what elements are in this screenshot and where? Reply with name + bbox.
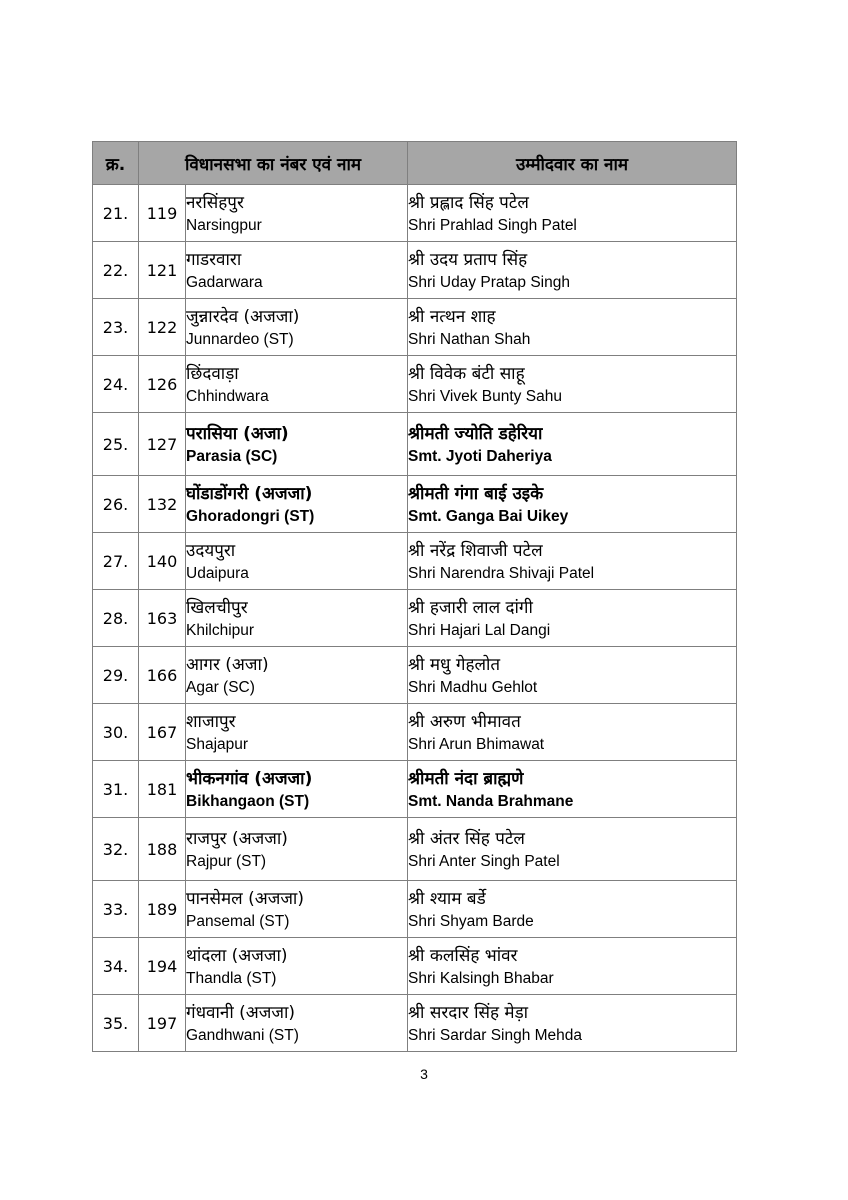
candidate-cell [408,647,737,704]
candidate-name-hindi: श्री हजारी लाल दांगी [408,597,533,618]
candidate-name-hindi: श्री नत्थन शाह [408,306,496,327]
candidate-name-english: Shri Sardar Singh Mehda [408,1026,583,1044]
serial-number: 26. [93,476,139,533]
candidate-name-hindi: श्री कलसिंह भांवर [408,945,518,966]
table-row [93,704,737,761]
constituency-cell [186,938,408,995]
constituency-name-english: Agar (SC) [186,678,255,696]
constituency-cell [186,590,408,647]
candidate-name-hindi: श्री विवेक बंटी साहू [408,363,525,384]
candidate-cell [408,356,737,413]
candidate-cell [408,413,737,476]
constituency-name-hindi: घोंडाडोंगरी (अजजा) [186,483,313,504]
candidate-name-english: Shri Vivek Bunty Sahu [408,387,562,405]
header-serial: क्र. [93,142,139,185]
table-row [93,242,737,299]
constituency-cell [186,995,408,1052]
candidate-name-english: Shri Narendra Shivaji Patel [408,564,595,582]
constituency-name-english: Narsingpur [186,216,262,234]
serial-number: 28. [93,590,139,647]
constituency-name-english: Chhindwara [186,387,269,405]
candidate-name-english: Shri Nathan Shah [408,330,531,348]
constituency-cell [186,242,408,299]
table-row [93,590,737,647]
candidate-name-english: Shri Uday Pratap Singh [408,273,570,291]
constituency-number: 126 [139,356,186,413]
constituency-number: 121 [139,242,186,299]
candidate-cell [408,995,737,1052]
serial-number: 21. [93,185,139,242]
constituency-name-english: Ghoradongri (ST) [186,507,315,525]
constituency-name-hindi: शाजापुर [186,711,236,732]
constituency-name-hindi: जुन्नारदेव (अजजा) [186,306,300,327]
constituency-cell [186,476,408,533]
constituency-name-english: Thandla (ST) [186,969,277,987]
table-row [93,761,737,818]
constituency-number: 188 [139,818,186,881]
constituency-cell [186,356,408,413]
constituency-number: 181 [139,761,186,818]
serial-number: 24. [93,356,139,413]
candidate-cell [408,761,737,818]
table-row [93,299,737,356]
candidate-name-hindi: श्रीमती गंगा बाई उइके [408,483,544,504]
constituency-number: 166 [139,647,186,704]
constituency-name-hindi: थांदला (अजजा) [186,945,288,966]
constituency-name-hindi: उदयपुरा [186,540,236,561]
candidate-name-hindi: श्री अंतर सिंह पटेल [408,828,525,849]
candidate-name-english: Shri Shyam Barde [408,912,534,930]
candidate-name-hindi: श्री श्याम बर्डे [408,888,486,909]
constituency-number: 197 [139,995,186,1052]
candidate-name-english: Smt. Nanda Brahmane [408,792,574,810]
serial-number: 25. [93,413,139,476]
constituency-number: 167 [139,704,186,761]
candidate-cell [408,818,737,881]
constituency-name-english: Khilchipur [186,621,255,639]
candidate-name-hindi: श्री नरेंद्र शिवाजी पटेल [408,540,543,561]
constituency-name-hindi: छिंदवाड़ा [186,363,239,384]
table-row [93,476,737,533]
candidate-name-english: Shri Hajari Lal Dangi [408,621,551,639]
serial-number: 23. [93,299,139,356]
constituency-cell [186,647,408,704]
candidate-name-english: Smt. Jyoti Daheriya [408,447,552,465]
table-row [93,533,737,590]
constituency-number: 119 [139,185,186,242]
table-row [93,185,737,242]
candidate-name-hindi: श्रीमती ज्योति डहेरिया [408,423,543,444]
serial-number: 35. [93,995,139,1052]
constituency-cell [186,185,408,242]
candidate-name-english: Shri Madhu Gehlot [408,678,538,696]
constituency-name-hindi: गंधवानी (अजजा) [186,1002,296,1023]
serial-number: 22. [93,242,139,299]
candidate-name-hindi: श्री सरदार सिंह मेड़ा [408,1002,529,1023]
constituency-cell [186,704,408,761]
constituency-name-hindi: आगर (अजा) [186,654,269,675]
candidate-cell [408,704,737,761]
constituency-name-hindi: राजपुर (अजजा) [186,828,288,849]
constituency-name-english: Shajapur [186,735,249,753]
constituency-number: 140 [139,533,186,590]
candidate-cell [408,881,737,938]
serial-number: 34. [93,938,139,995]
constituency-number: 122 [139,299,186,356]
candidate-name-hindi: श्री मधु गेहलोत [408,654,501,675]
constituency-name-hindi: खिलचीपुर [186,597,248,618]
constituency-number: 132 [139,476,186,533]
constituency-name-english: Pansemal (ST) [186,912,290,930]
header-constituency: विधानसभा का नंबर एवं नाम [139,142,408,185]
table-row [93,818,737,881]
table-row [93,995,737,1052]
candidate-cell [408,476,737,533]
candidate-cell [408,938,737,995]
candidate-name-english: Shri Prahlad Singh Patel [408,216,577,234]
constituency-name-english: Parasia (SC) [186,447,278,465]
table-row [93,356,737,413]
candidate-cell [408,299,737,356]
table-body [93,185,737,1052]
candidate-cell [408,242,737,299]
candidate-cell [408,185,737,242]
candidate-name-hindi: श्री अरुण भीमावत [408,711,521,732]
constituency-name-hindi: पानसेमल (अजजा) [186,888,304,909]
constituency-number: 127 [139,413,186,476]
candidate-name-english: Shri Arun Bhimawat [408,735,545,753]
constituency-name-english: Gandhwani (ST) [186,1026,299,1044]
serial-number: 31. [93,761,139,818]
candidate-name-hindi: श्रीमती नंदा ब्राह्मणे [408,768,524,789]
candidate-name-english: Smt. Ganga Bai Uikey [408,507,569,525]
serial-number: 30. [93,704,139,761]
constituency-cell [186,413,408,476]
table-row [93,647,737,704]
serial-number: 32. [93,818,139,881]
candidate-name-english: Shri Anter Singh Patel [408,852,560,870]
serial-number: 27. [93,533,139,590]
serial-number: 29. [93,647,139,704]
constituency-name-hindi: गाडरवारा [186,249,242,270]
constituency-number: 163 [139,590,186,647]
header-candidate: उम्मीदवार का नाम [408,142,737,185]
constituency-name-english: Junnardeo (ST) [186,330,294,348]
table-header-row [93,142,737,185]
constituency-cell [186,761,408,818]
page-number: 3 [420,1066,428,1082]
candidate-name-english: Shri Kalsingh Bhabar [408,969,554,987]
constituency-cell [186,818,408,881]
constituency-cell [186,299,408,356]
candidate-name-hindi: श्री प्रह्लाद सिंह पटेल [408,192,529,213]
candidate-cell [408,590,737,647]
candidate-name-hindi: श्री उदय प्रताप सिंह [408,249,528,270]
constituency-name-hindi: भीकनगांव (अजजा) [186,768,313,789]
candidate-cell [408,533,737,590]
constituency-name-hindi: नरसिंहपुर [186,192,244,213]
constituency-number: 189 [139,881,186,938]
constituency-number: 194 [139,938,186,995]
constituency-name-english: Bikhangaon (ST) [186,792,310,810]
constituency-name-hindi: परासिया (अजा) [186,423,289,444]
constituency-cell [186,533,408,590]
table-row [93,413,737,476]
candidate-list-table [92,141,737,1052]
table-row [93,938,737,995]
constituency-name-english: Gadarwara [186,273,263,291]
constituency-name-english: Rajpur (ST) [186,852,267,870]
table-row [93,881,737,938]
constituency-name-english: Udaipura [186,564,249,582]
constituency-cell [186,881,408,938]
serial-number: 33. [93,881,139,938]
